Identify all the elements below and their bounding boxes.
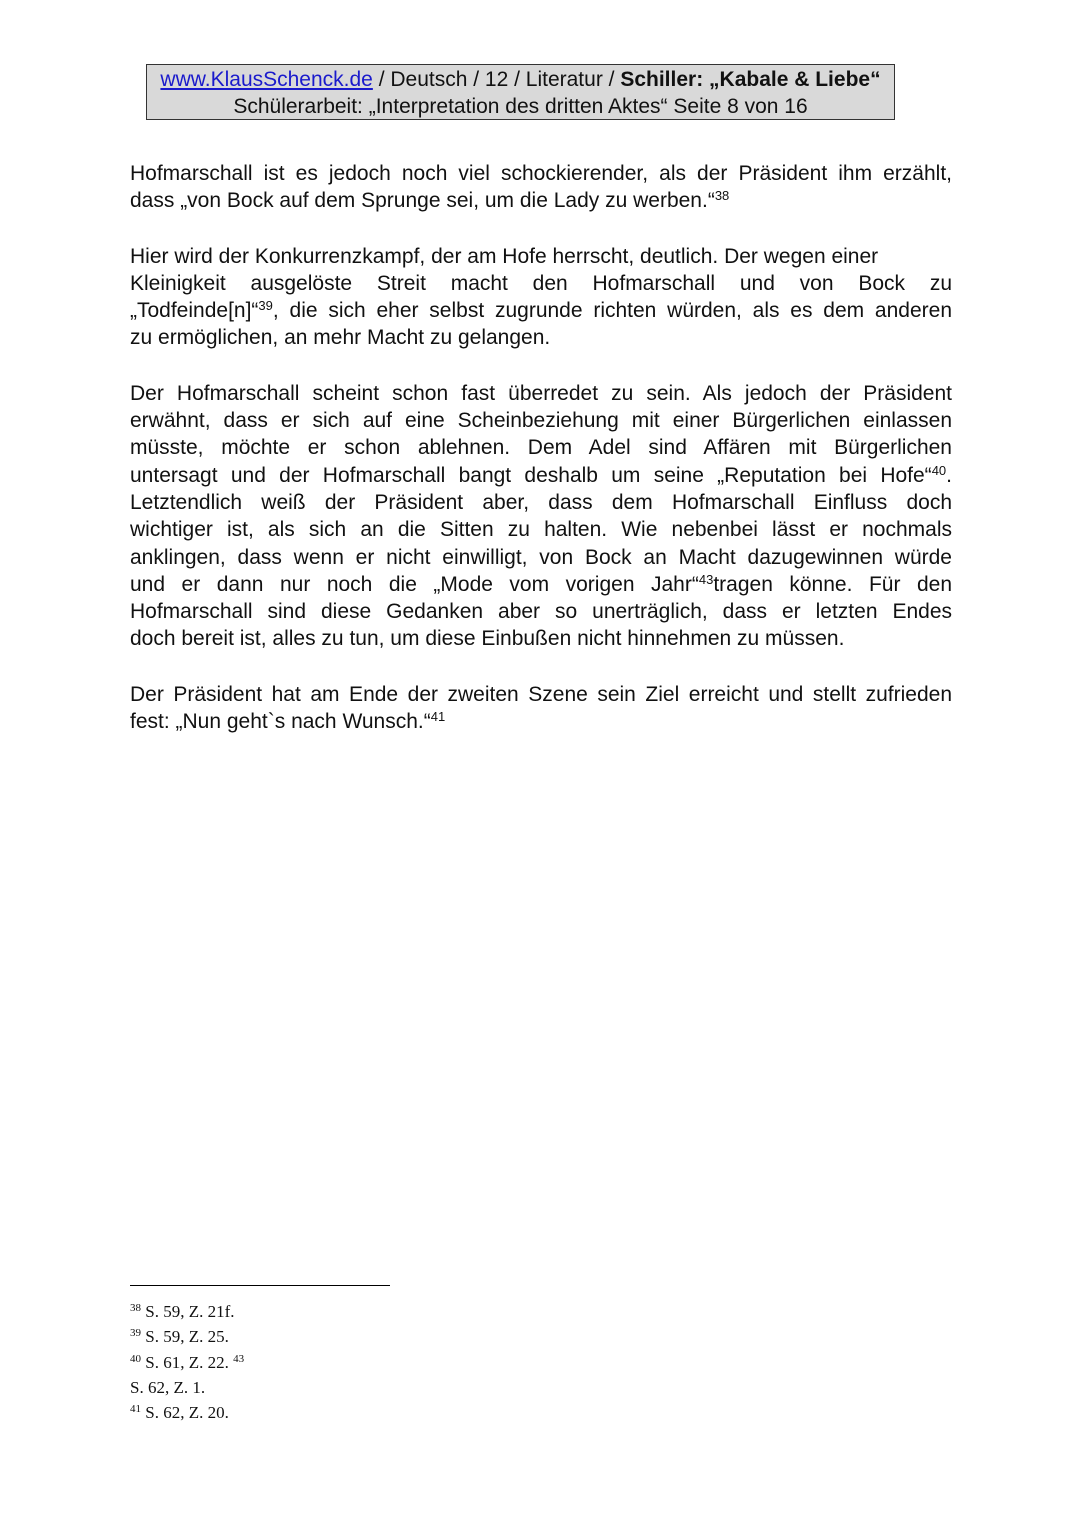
text-segment: Hofmarschall ist es jedoch noch viel schockierender, als der Präsident ihm erzählt, bbox=[130, 162, 952, 185]
paragraph bbox=[130, 243, 952, 352]
text-line bbox=[130, 270, 952, 297]
footnote-number: 39 bbox=[130, 1327, 141, 1340]
footnote bbox=[130, 1400, 244, 1425]
text-line bbox=[130, 544, 952, 571]
text-segment: Kleinigkeit ausgelöste Streit macht den Hofmarschall und von Bock zu bbox=[130, 271, 952, 295]
footnote-ref: 43 bbox=[698, 571, 714, 587]
text-line bbox=[130, 462, 952, 489]
text-line bbox=[130, 324, 952, 351]
footnote-ref: 40 bbox=[931, 462, 947, 478]
text-segment: Der Präsident hat am Ende der zweiten Szene sein Ziel erreicht und stellt zufrieden bbox=[130, 682, 952, 706]
text-line bbox=[130, 625, 952, 652]
footnote bbox=[130, 1299, 244, 1324]
footnotes bbox=[130, 1299, 244, 1425]
text-line bbox=[130, 489, 952, 516]
text-segment: fest: „Nun geht`s nach Wunsch.“ bbox=[130, 710, 431, 734]
footnote-ref: 39 bbox=[258, 298, 273, 314]
header-line-1 bbox=[147, 66, 894, 93]
footnote-number: 38 bbox=[130, 1302, 141, 1314]
footnote bbox=[130, 1375, 244, 1400]
footnote-text: S. 61, Z. 22. bbox=[141, 1352, 234, 1372]
text-line bbox=[130, 681, 952, 708]
text-segment: tragen könne. Für den bbox=[713, 572, 952, 596]
text-segment: müsste, möchte er schon ablehnen. Dem Adel sind Affären mit Bürgerlichen bbox=[130, 436, 952, 460]
text-segment: dass „von Bock auf dem Sprunge sei, um die Lady zu werben.“ bbox=[130, 189, 715, 213]
text-line bbox=[130, 434, 952, 461]
text-segment: anklingen, dass wenn er nicht einwilligt, von Bock an Macht dazugewinnen würde bbox=[130, 545, 952, 569]
page-header bbox=[146, 64, 895, 120]
text-line bbox=[130, 407, 952, 434]
text-segment: Hier wird der Konkurrenzkampf, der am Hofe herrscht, deutlich. Der wegen einer bbox=[130, 244, 879, 268]
text-segment: zu ermöglichen, an mehr Macht zu gelangen. bbox=[130, 326, 551, 350]
footnote bbox=[130, 1324, 244, 1349]
footnote-text: S. 59, Z. 21f. bbox=[141, 1302, 235, 1321]
text-segment: , die sich eher selbst zugrunde richten würden, als es dem anderen bbox=[272, 299, 952, 323]
text-line bbox=[130, 516, 952, 543]
text-segment: Hofmarschall sind diese Gedanken aber so unerträglich, dass er letzten Endes bbox=[130, 600, 952, 624]
text-line bbox=[130, 571, 952, 598]
footnote-number: 40 bbox=[130, 1352, 141, 1365]
footnote-divider bbox=[130, 1285, 390, 1286]
text-line bbox=[130, 243, 952, 270]
text-segment: „Todfeinde[n]“ bbox=[130, 299, 259, 323]
document-body bbox=[130, 160, 952, 763]
footnote-number: 43 bbox=[233, 1352, 245, 1365]
footnote-ref: 41 bbox=[430, 709, 446, 725]
footnote-text: S. 59, Z. 25. bbox=[141, 1327, 229, 1347]
text-line bbox=[130, 598, 952, 625]
footnote-text: S. 62, Z. 20. bbox=[141, 1403, 229, 1423]
footnote-number: 41 bbox=[130, 1403, 141, 1416]
website-link[interactable]: www.KlausSchenck.de bbox=[160, 68, 373, 91]
text-segment: und er dann nur noch die „Mode vom vorigen Jahr“ bbox=[130, 572, 699, 596]
text-line bbox=[130, 708, 952, 735]
text-segment: wichtiger ist, als sich an die Sitten zu halten. Wie nebenbei lässt er nochmals bbox=[130, 518, 952, 542]
text-segment: untersagt und der Hofmarschall bangt deshalb um seine „Reputation bei Hofe“ bbox=[130, 463, 932, 487]
header-subtitle: Schülerarbeit: „Interpretation des dritten Aktes“ Seite 8 von 16 bbox=[233, 95, 808, 118]
header-path: / Deutsch / 12 / Literatur / bbox=[372, 68, 621, 91]
footnote bbox=[130, 1350, 244, 1375]
text-line bbox=[130, 380, 952, 407]
text-segment: Der Hofmarschall scheint schon fast überredet zu sein. Als jedoch der Präsident bbox=[130, 381, 952, 405]
footnote-text: S. 62, Z. 1. bbox=[130, 1377, 206, 1397]
text-segment: erwähnt, dass er sich auf eine Scheinbeziehung mit einer Bürgerlichen einlassen bbox=[130, 409, 952, 433]
paragraph bbox=[130, 681, 952, 736]
text-segment: Letztendlich weiß der Präsident aber, dass dem Hofmarschall Einfluss doch bbox=[130, 490, 952, 514]
text-line bbox=[130, 187, 952, 214]
header-title: Schiller: „Kabale & Liebe“ bbox=[620, 68, 881, 91]
text-line bbox=[130, 160, 952, 187]
footnote-ref: 38 bbox=[714, 188, 730, 204]
paragraph bbox=[130, 380, 952, 653]
text-segment: . bbox=[946, 463, 952, 487]
text-line bbox=[130, 297, 952, 324]
text-segment: doch bereit ist, alles zu tun, um diese Einbußen nicht hinnehmen zu müssen. bbox=[130, 627, 845, 651]
paragraph bbox=[130, 160, 952, 215]
